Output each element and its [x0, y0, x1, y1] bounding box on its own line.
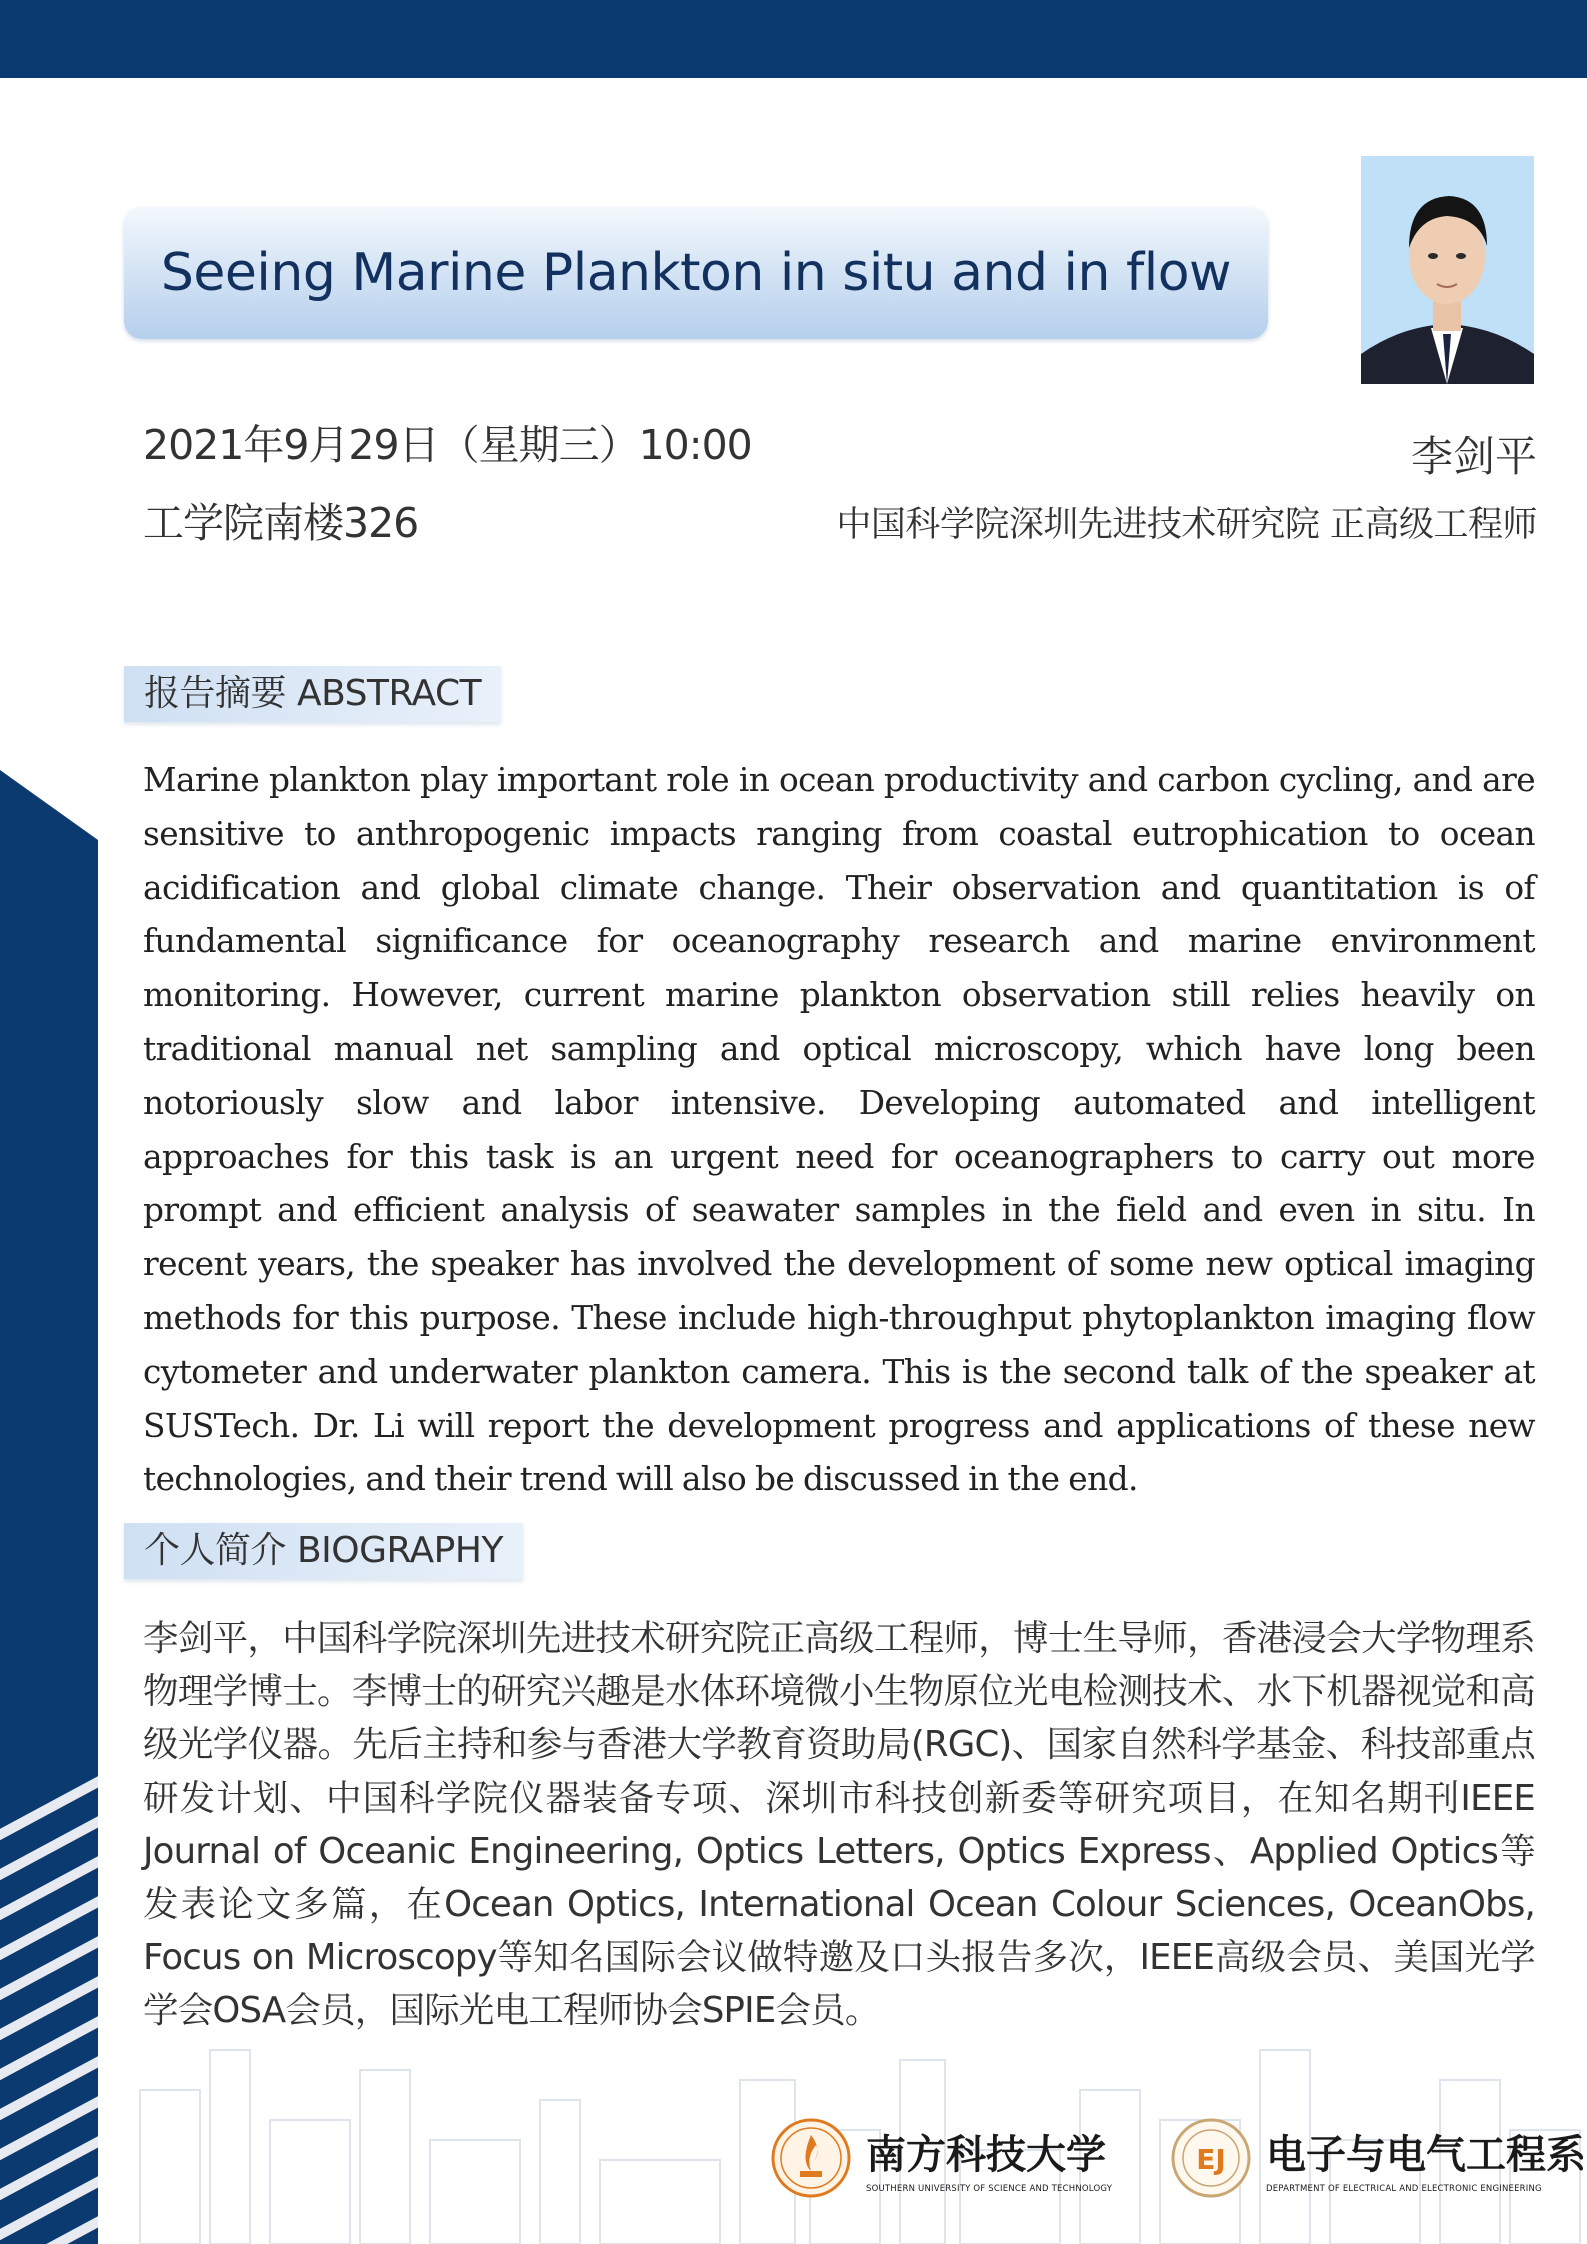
biography-body: 李剑平，中国科学院深圳先进技术研究院正高级工程师，博士生导师，香港浸会大学物理系物理学博士。李博士的研究兴趣是水体环境微小生物原位光电检测技术、水下机器视觉和高级光学仪器。先后主持和参与香港大学教育资助局(RGC)、国家自然科学基金、科技部重点研发计划、中国科学院仪器装备专项、深圳市科技创新委等研究项目，在知名期刊IEEE Journal of Oceanic Engineering, Optics Letters, Optics Express、Applied Optics等发表论文多篇，在Ocean Optics, International Ocean Colour Sciences, OceanObs, Focus on Microscopy等知名国际会议做特邀及口头报告多次，IEEE高级会员、美国光学学会OSA会员，国际光电工程师协会SPIE会员。 — [143, 1618, 1535, 2032]
talk-datetime: 2021年9月29日（星期三）10:00 — [143, 421, 752, 469]
abstract-heading: 报告摘要 ABSTRACT — [124, 666, 501, 722]
speaker-name: 李剑平 — [1410, 432, 1537, 481]
speaker-photo — [1361, 156, 1534, 384]
biography-heading: 个人简介 BIOGRAPHY — [124, 1523, 523, 1579]
department-emblem-icon — [1170, 2117, 1252, 2199]
speaker-affiliation: 中国科学院深圳先进技术研究院 正高级工程师 — [836, 505, 1537, 545]
talk-title: Seeing Marine Plankton in situ and in flow — [160, 243, 1232, 303]
abstract-body: Marine plankton play important role in ocean productivity and carbon cycling, and are sensitive to anthropogenic impacts ranging from coastal eutrophication to ocean acidification and global climate change. Their observation and quantitation is of fundamental significance for oceanography research and marine environment monitoring. However, current marine plankton observation still relies heavily on traditional manual net sampling and optical microscopy, which have long been notoriously slow and labor intensive. Developing automated and intelligent approaches for this task is an urgent need for oceanographers to carry out more prompt and efficient analysis of seawater samples in the field and even in situ. In recent years, the speaker has involved the development of some new optical imaging methods for this purpose. These include high-throughput phytoplankton imaging flow cytometer and underwater plankton camera. This is the second talk of the speaker at SUSTech. Dr. Li will report the development progress and applications of these new technologies, and their trend will also be discussed in the end. — [143, 761, 1535, 1499]
sustech-name-en: SOUTHERN UNIVERSITY OF SCIENCE AND TECHNOLOGY — [866, 2183, 1113, 2194]
sustech-name-cn: 南方科技大学 — [866, 2130, 1106, 2178]
department-name-en: DEPARTMENT OF ELECTRICAL AND ELECTRONIC ENGINEERING — [1266, 2183, 1542, 2194]
department-badge-text: EJ — [1196, 2143, 1226, 2176]
talk-venue: 工学院南楼326 — [143, 499, 419, 547]
department-name-cn: 电子与电气工程系 — [1266, 2130, 1586, 2178]
department-logo — [1170, 2098, 1586, 2218]
sustech-logo — [770, 2098, 1112, 2218]
top-banner-bar — [0, 0, 1587, 78]
left-decorative-band — [0, 0, 110, 2244]
sustech-emblem-icon — [770, 2117, 852, 2199]
talk-title-banner — [124, 207, 1268, 339]
footer-logos — [770, 2098, 1586, 2223]
